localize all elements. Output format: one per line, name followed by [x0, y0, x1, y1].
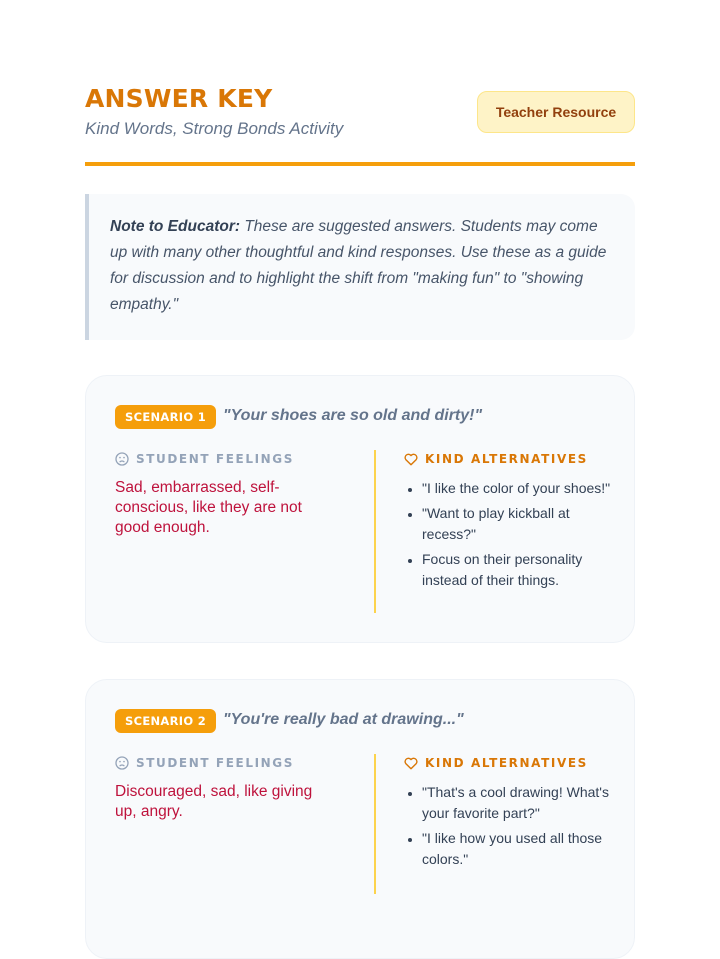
heart-icon [404, 757, 418, 770]
page-subtitle: Kind Words, Strong Bonds Activity [85, 119, 344, 138]
scenario-badge: SCENARIO 2 [115, 709, 216, 733]
heart-icon [404, 453, 418, 466]
kind-alternatives-heading [404, 452, 614, 466]
kind-alternatives-label: KIND ALTERNATIVES [425, 452, 588, 466]
student-feelings-text: Discouraged, sad, like giving up, angry. [115, 783, 313, 820]
scenario-card [85, 375, 635, 643]
sad-face-icon [115, 452, 129, 466]
student-feelings-column [115, 452, 345, 538]
list-item: • Focus on their personality instead of their things. [422, 549, 614, 591]
kind-alternatives-list [404, 782, 614, 870]
page-header [85, 84, 635, 166]
teacher-resource-badge: Teacher Resource [477, 91, 635, 133]
kind-alternatives-column [404, 452, 614, 595]
scenario-quote: "Your shoes are so old and dirty!" [223, 407, 483, 424]
student-feelings-label: STUDENT FEELINGS [136, 756, 294, 770]
student-feelings-label: STUDENT FEELINGS [136, 452, 294, 466]
educator-note-text: These are suggested answers. Students may come up with many other thoughtful and kind responses. Use these as a guide for discussion and to highlight the shift from "making fun" to "showing empathy." [110, 218, 607, 313]
student-feelings-column [115, 756, 345, 822]
page-title: ANSWER KEY [85, 84, 273, 113]
kind-alternatives-heading [404, 756, 614, 770]
student-feelings-text: Sad, embarrassed, self-conscious, like they are not good enough. [115, 479, 302, 536]
list-item: • "I like the color of your shoes!" [422, 478, 614, 499]
scenario-quote: "You're really bad at drawing..." [223, 711, 464, 728]
kind-alternatives-label: KIND ALTERNATIVES [425, 756, 588, 770]
student-feelings-heading [115, 756, 345, 770]
sad-face-icon [115, 756, 129, 770]
list-item: • "I like how you used all those colors." [422, 828, 614, 870]
scenario-badge: SCENARIO 1 [115, 405, 216, 429]
kind-alternatives-column [404, 756, 614, 874]
kind-alternatives-list [404, 478, 614, 591]
scenario-card [85, 679, 635, 959]
list-item: • "Want to play kickball at recess?" [422, 503, 614, 545]
educator-note-label: Note to Educator: [110, 218, 241, 235]
student-feelings-heading [115, 452, 345, 466]
educator-note [85, 194, 635, 340]
header-divider [85, 162, 635, 166]
column-divider [374, 754, 376, 894]
list-item: • "That's a cool drawing! What's your favorite part?" [422, 782, 614, 824]
column-divider [374, 450, 376, 613]
